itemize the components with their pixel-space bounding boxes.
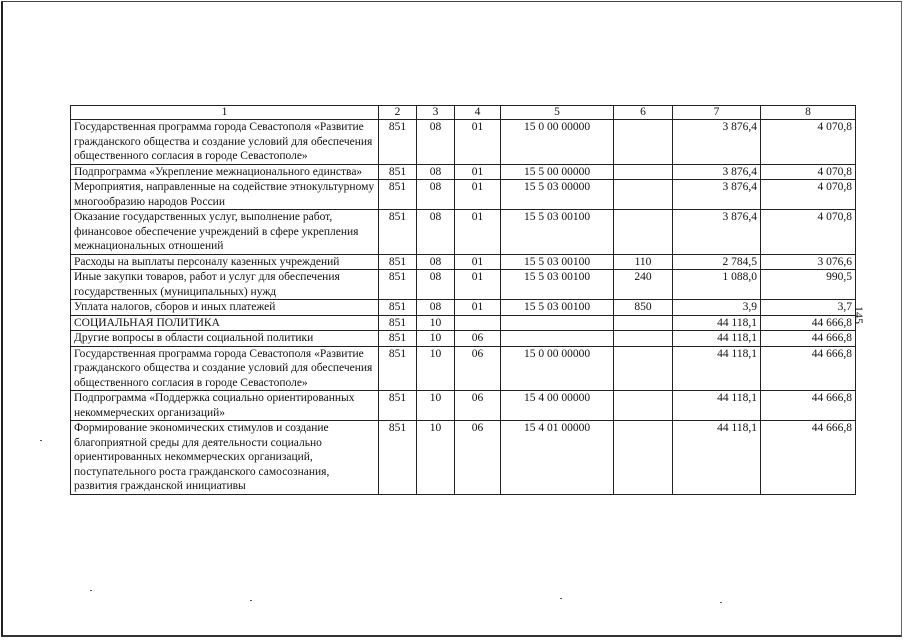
- section-code-cell: 10: [417, 346, 455, 391]
- subsection-code-cell: 01: [455, 120, 501, 165]
- amount-year1-cell: 3 876,4: [673, 210, 761, 255]
- amount-year1-cell: 3,9: [673, 300, 761, 316]
- target-article-cell: 15 0 00 00000: [501, 120, 614, 165]
- expense-type-cell: [614, 120, 673, 165]
- amount-year1-cell: 44 118,1: [673, 421, 761, 495]
- ministry-code-cell: 851: [379, 346, 417, 391]
- amount-year1-cell: 3 876,4: [673, 164, 761, 180]
- scan-speck: [90, 590, 92, 591]
- header-cell: 8: [761, 106, 856, 120]
- row-name-cell: Уплата налогов, сборов и иных платежей: [71, 300, 379, 316]
- header-cell: 5: [501, 106, 614, 120]
- amount-year2-cell: 3,7: [761, 300, 856, 316]
- target-article-cell: [501, 331, 614, 347]
- amount-year2-cell: 44 666,8: [761, 346, 856, 391]
- scan-speck: [250, 600, 252, 601]
- amount-year2-cell: 990,5: [761, 270, 856, 300]
- header-cell: 3: [417, 106, 455, 120]
- ministry-code-cell: 851: [379, 120, 417, 165]
- expense-type-cell: 110: [614, 254, 673, 270]
- amount-year2-cell: 3 076,6: [761, 254, 856, 270]
- target-article-cell: 15 5 03 00100: [501, 270, 614, 300]
- table-row: [71, 315, 856, 331]
- header-cell: 1: [71, 106, 379, 120]
- ministry-code-cell: 851: [379, 164, 417, 180]
- amount-year1-cell: 44 118,1: [673, 315, 761, 331]
- amount-year1-cell: 44 118,1: [673, 346, 761, 391]
- row-name-cell: Подпрограмма «Поддержка социально ориентированных некоммерческих организаций»: [71, 391, 379, 421]
- row-name-cell: Мероприятия, направленные на содействие этнокультурному многообразию народов России: [71, 180, 379, 210]
- table-row: [71, 270, 856, 300]
- section-code-cell: 08: [417, 270, 455, 300]
- table-row: [71, 300, 856, 316]
- ministry-code-cell: 851: [379, 331, 417, 347]
- section-code-cell: 10: [417, 391, 455, 421]
- target-article-cell: 15 0 00 00000: [501, 346, 614, 391]
- ministry-code-cell: 851: [379, 270, 417, 300]
- table-row: [71, 331, 856, 347]
- amount-year2-cell: 4 070,8: [761, 164, 856, 180]
- target-article-cell: [501, 315, 614, 331]
- section-code-cell: 10: [417, 421, 455, 495]
- table-header-row: [71, 106, 856, 120]
- page-number: 145: [852, 306, 866, 324]
- expense-type-cell: 240: [614, 270, 673, 300]
- amount-year2-cell: 4 070,8: [761, 210, 856, 255]
- target-article-cell: 15 5 03 00000: [501, 180, 614, 210]
- ministry-code-cell: 851: [379, 254, 417, 270]
- section-code-cell: 08: [417, 180, 455, 210]
- amount-year2-cell: 4 070,8: [761, 180, 856, 210]
- row-name-cell: Подпрограмма «Укрепление межнационального единства»: [71, 164, 379, 180]
- table-row: [71, 254, 856, 270]
- header-cell: 7: [673, 106, 761, 120]
- row-name-cell: Государственная программа города Севастополя «Развитие гражданского общества и создание условий для обеспечения общественного согласия в городе Севастополе»: [71, 346, 379, 391]
- subsection-code-cell: 01: [455, 300, 501, 316]
- amount-year2-cell: 44 666,8: [761, 391, 856, 421]
- expense-type-cell: [614, 210, 673, 255]
- amount-year1-cell: 44 118,1: [673, 391, 761, 421]
- section-code-cell: 08: [417, 210, 455, 255]
- row-name-cell: Другие вопросы в области социальной политики: [71, 331, 379, 347]
- table-row: [71, 391, 856, 421]
- row-name-cell: Государственная программа города Севастополя «Развитие гражданского общества и создание условий для обеспечения общественного согласия в городе Севастополе»: [71, 120, 379, 165]
- expense-type-cell: [614, 346, 673, 391]
- row-name-cell: Иные закупки товаров, работ и услуг для обеспечения государственных (муниципальных) нужд: [71, 270, 379, 300]
- header-cell: 2: [379, 106, 417, 120]
- target-article-cell: 15 4 00 00000: [501, 391, 614, 421]
- table-row: [71, 421, 856, 495]
- target-article-cell: 15 5 03 00100: [501, 210, 614, 255]
- ministry-code-cell: 851: [379, 180, 417, 210]
- expense-type-cell: [614, 391, 673, 421]
- row-name-cell: Расходы на выплаты персоналу казенных учреждений: [71, 254, 379, 270]
- subsection-code-cell: 01: [455, 210, 501, 255]
- expense-type-cell: 850: [614, 300, 673, 316]
- table-row: [71, 120, 856, 165]
- amount-year1-cell: 3 876,4: [673, 180, 761, 210]
- section-code-cell: 08: [417, 254, 455, 270]
- scan-speck: [40, 440, 42, 441]
- section-code-cell: 08: [417, 164, 455, 180]
- table-row: [71, 346, 856, 391]
- target-article-cell: 15 5 00 00000: [501, 164, 614, 180]
- row-name-cell: Оказание государственных услуг, выполнение работ, финансовое обеспечение учреждений в сфере укрепления межнациональных отношений: [71, 210, 379, 255]
- subsection-code-cell: 06: [455, 421, 501, 495]
- scan-speck: [560, 598, 562, 599]
- expense-type-cell: [614, 180, 673, 210]
- budget-table: [70, 105, 856, 495]
- amount-year2-cell: 44 666,8: [761, 421, 856, 495]
- section-code-cell: 08: [417, 120, 455, 165]
- subsection-code-cell: 01: [455, 254, 501, 270]
- expense-type-cell: [614, 315, 673, 331]
- subsection-code-cell: 06: [455, 331, 501, 347]
- target-article-cell: 15 5 03 00100: [501, 254, 614, 270]
- amount-year2-cell: 44 666,8: [761, 315, 856, 331]
- ministry-code-cell: 851: [379, 210, 417, 255]
- target-article-cell: 15 5 03 00100: [501, 300, 614, 316]
- amount-year1-cell: 2 784,5: [673, 254, 761, 270]
- expense-type-cell: [614, 421, 673, 495]
- section-code-cell: 10: [417, 315, 455, 331]
- table-row: [71, 210, 856, 255]
- amount-year2-cell: 4 070,8: [761, 120, 856, 165]
- subsection-code-cell: 01: [455, 180, 501, 210]
- ministry-code-cell: 851: [379, 315, 417, 331]
- header-cell: 6: [614, 106, 673, 120]
- target-article-cell: 15 4 01 00000: [501, 421, 614, 495]
- ministry-code-cell: 851: [379, 421, 417, 495]
- table-row: [71, 164, 856, 180]
- expense-type-cell: [614, 164, 673, 180]
- section-code-cell: 10: [417, 331, 455, 347]
- row-name-cell: Формирование экономических стимулов и создание благоприятной среды для деятельности социально ориентированных некоммерческих организаций, поступательного роста гражданского самосознания, развития гражданской инициативы: [71, 421, 379, 495]
- amount-year2-cell: 44 666,8: [761, 331, 856, 347]
- amount-year1-cell: 44 118,1: [673, 331, 761, 347]
- header-cell: 4: [455, 106, 501, 120]
- ministry-code-cell: 851: [379, 391, 417, 421]
- subsection-code-cell: 01: [455, 164, 501, 180]
- subsection-code-cell: 06: [455, 391, 501, 421]
- expense-type-cell: [614, 331, 673, 347]
- amount-year1-cell: 3 876,4: [673, 120, 761, 165]
- scan-speck: [720, 602, 722, 603]
- subsection-code-cell: 01: [455, 270, 501, 300]
- ministry-code-cell: 851: [379, 300, 417, 316]
- table-row: [71, 180, 856, 210]
- section-code-cell: 08: [417, 300, 455, 316]
- row-name-cell: СОЦИАЛЬНАЯ ПОЛИТИКА: [71, 315, 379, 331]
- amount-year1-cell: 1 088,0: [673, 270, 761, 300]
- subsection-code-cell: [455, 315, 501, 331]
- subsection-code-cell: 06: [455, 346, 501, 391]
